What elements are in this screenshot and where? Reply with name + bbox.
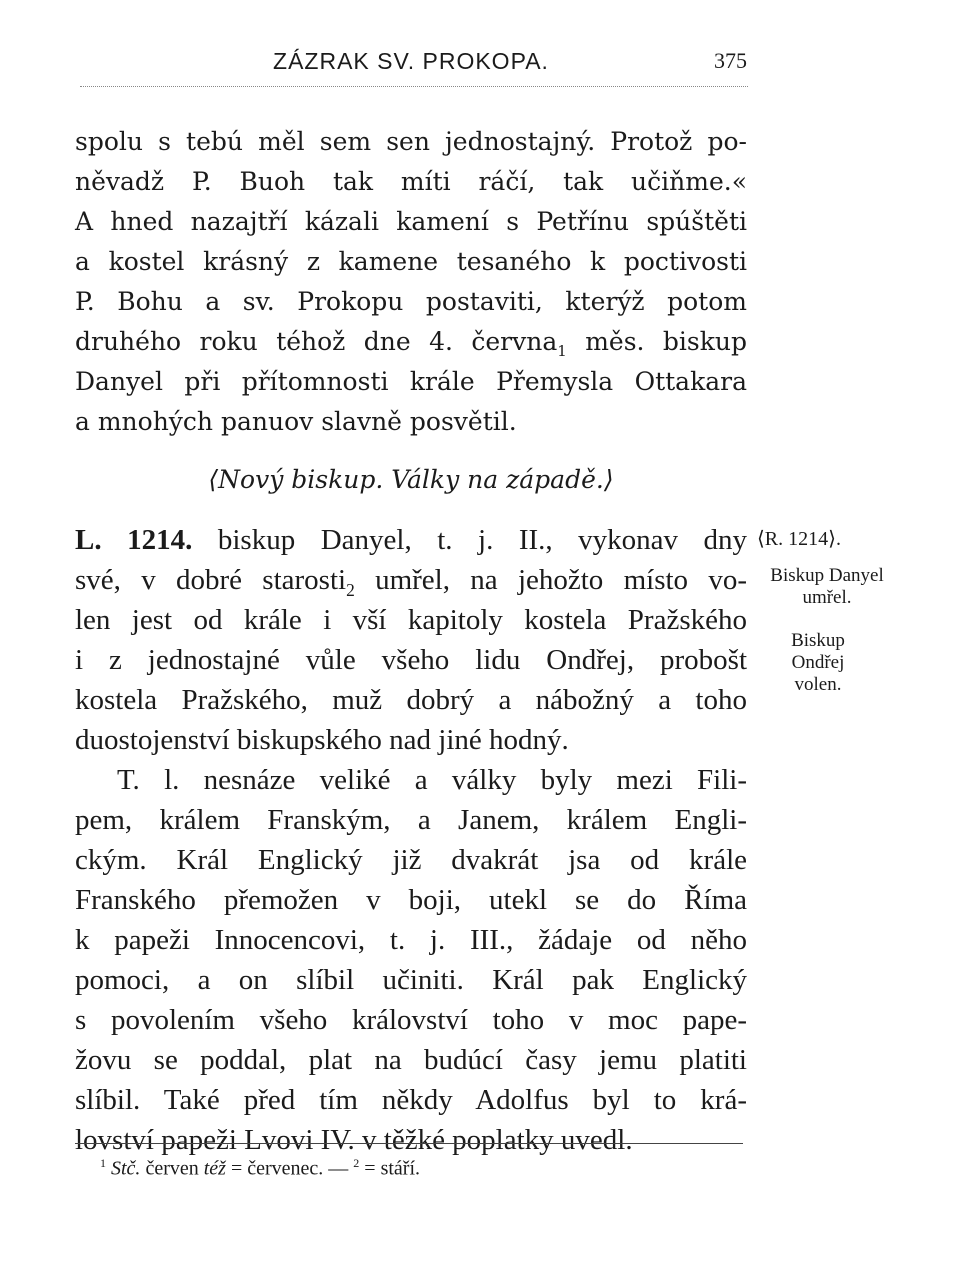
text-line: duostojenství biskupského nad jiné hodný. xyxy=(75,724,569,756)
footnote-ref-1: 1 xyxy=(557,342,567,360)
text-line: pem, králem Franským, a Janem, králem Engli- xyxy=(75,804,747,836)
text-fragment: druhého roku téhož dne 4. června xyxy=(75,327,558,356)
text-line: a mnohých panuov slavně posvětil. xyxy=(75,407,517,436)
text-line: pomoci, a on slíbil učiniti. Král pak Englický xyxy=(75,964,747,996)
footnote-value: stáří. xyxy=(380,1157,420,1180)
footnote-marker-1: 1 xyxy=(100,1156,106,1170)
margin-note-ondrej: Biskup Ondřej volen. xyxy=(791,630,845,695)
footnote-value: červenec. xyxy=(247,1157,324,1180)
text-line: žovu se poddal, plat na budúcí časy jemu platiti xyxy=(75,1044,747,1076)
text-fragment: umřel, na jehožto místo vo- xyxy=(375,564,747,596)
footnote-marker-2: 2 xyxy=(353,1156,360,1170)
text-line xyxy=(75,322,747,362)
text-fragment: měs. biskup xyxy=(585,327,747,356)
text-line: s povolením všeho království toho v moc pape- xyxy=(75,1004,747,1036)
text-fragment: své, v dobré starosti xyxy=(75,564,347,596)
text-line: lovství papeži Lvovi IV. v těžké poplatky uvedl. xyxy=(75,1124,633,1156)
text-fragment: biskup Danyel, t. j. II., vykonav dny xyxy=(217,524,748,556)
text-line xyxy=(75,520,747,560)
footnote-abbr: Stč. xyxy=(111,1157,141,1180)
footnote-equals: = xyxy=(364,1157,376,1180)
section-1214 xyxy=(75,520,747,1160)
text-line: A hned nazajtří kázali kamení s Petřínu spúštěti xyxy=(75,207,747,236)
text-line: Franského přemožen v boji, utekl se do Říma xyxy=(75,884,747,916)
text-line: P. Bohu a sv. Prokopu postaviti, kterýž potom xyxy=(75,287,747,316)
year-label: L. 1214. xyxy=(75,524,193,556)
footnote-ref-2: 2 xyxy=(346,579,355,600)
margin-year: ⟨R. 1214⟩. xyxy=(757,528,841,550)
section-heading: ⟨Nový biskup. Války na západě.⟩ xyxy=(208,465,614,494)
running-header xyxy=(75,48,747,88)
paragraph-1 xyxy=(75,122,747,442)
text-line: spolu s tebú měl sem sen jednostajný. Protož po- xyxy=(75,127,747,156)
text-line: kostela Pražského, muž dobrý a nábožný a toho xyxy=(75,684,747,716)
text-line: k papeži Innocencovi, t. j. III., žádaje od něho xyxy=(75,924,747,956)
footnote-equals: = xyxy=(230,1157,243,1180)
footnote-dash: — xyxy=(328,1157,349,1180)
page-number: 375 xyxy=(714,48,747,73)
text-line: a kostel krásný z kamene tesaného k poctivosti xyxy=(75,247,747,276)
footnote-word: červen xyxy=(145,1157,199,1180)
header-rule xyxy=(80,86,748,87)
text-line: ckým. Král Englický již dvakrát jsa od krále xyxy=(75,844,747,876)
text-line: T. l. nesnáze veliké a války byly mezi Fili- xyxy=(117,764,747,796)
margin-note-danyel: Biskup Danyel umřel. xyxy=(770,565,884,608)
text-line: len jest od krále i vší kapitoly kostela Pražského xyxy=(75,604,747,636)
text-line: Danyel při přítomnosti krále Přemysla Ottakara xyxy=(75,367,747,396)
text-line xyxy=(75,560,747,600)
text-line: i z jednostajné vůle všeho lidu Ondřej, probošt xyxy=(75,644,747,676)
text-line: něvadž P. Buoh tak míti ráčí, tak učiňme.« xyxy=(75,167,747,196)
text-line: slíbil. Také před tím někdy Adolfus byl to krá- xyxy=(75,1084,747,1116)
footnote-rule xyxy=(75,1143,743,1144)
page-title: ZÁZRAK SV. PROKOPA. xyxy=(273,48,549,74)
footnotes xyxy=(100,1156,420,1181)
footnote-same: též xyxy=(203,1157,226,1180)
